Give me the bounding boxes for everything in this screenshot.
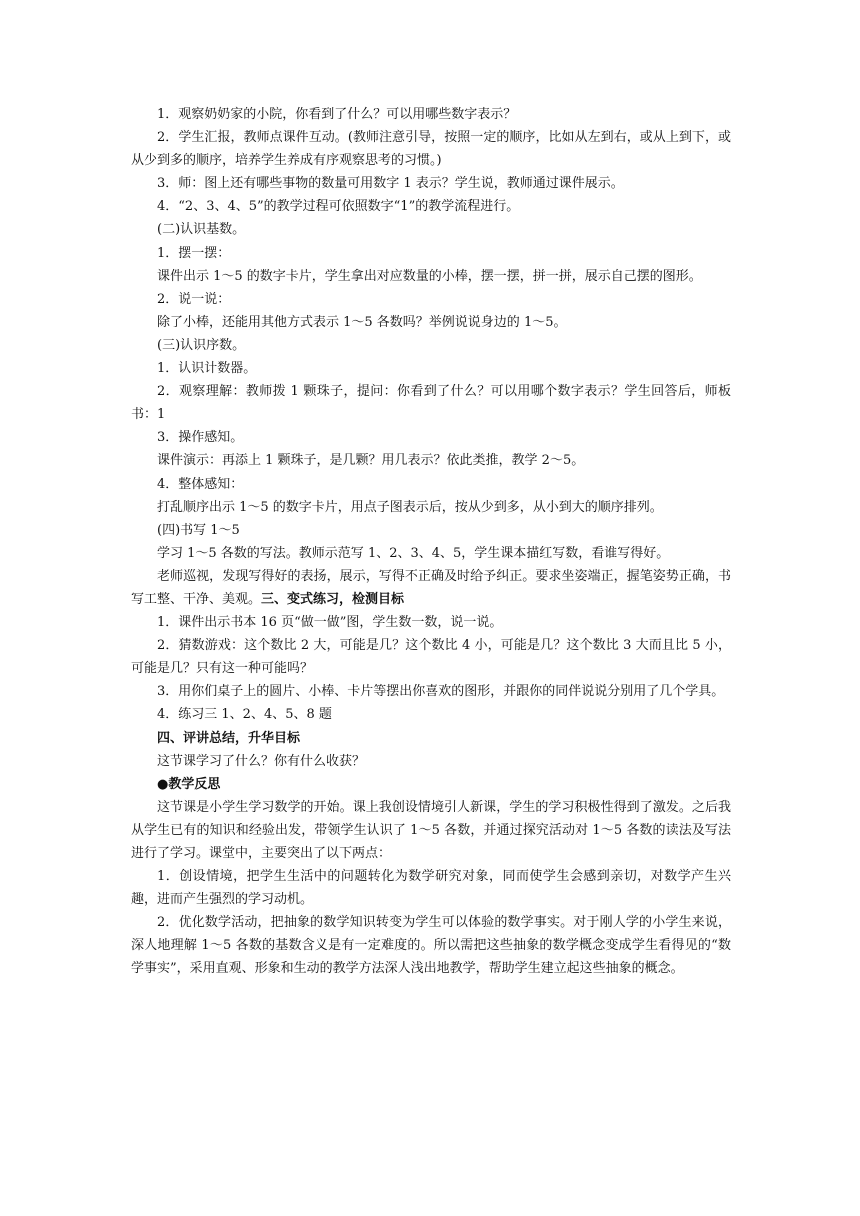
paragraph: 4．练习三 1、2、4、5、8 题 (157, 707, 332, 723)
paragraph: 学习 1～5 各数的写法。教师示范写 1、2、3、4、5，学生课本描红写数，看谁写得好。 (157, 545, 670, 561)
paragraph: 3．操作感知。 (157, 430, 244, 446)
section-heading: (三)认识序数。 (157, 337, 246, 353)
paragraph: 课件出示 1～5 的数字卡片，学生拿出对应数量的小棒，摆一摆，拼一拼，展示自己摆的图形。 (157, 268, 702, 284)
paragraph: 3．用你们桌子上的圆片、小棒、卡片等摆出你喜欢的图形，并跟你的同伴说说分别用了几个学具。 (157, 684, 725, 700)
paragraph: 1．观察奶奶家的小院，你看到了什么？可以用哪些数字表示？ (157, 107, 517, 122)
section-heading-3: 三、变式练习，检测目标 (261, 591, 405, 607)
paragraph: 3．师：图上还有哪些事物的数量可用数字 1 表示？学生说，教师通过课件展示。 (157, 176, 624, 192)
paragraph: 2．说一说： (157, 291, 231, 307)
document-page (131, 103, 731, 981)
paragraph: 1．课件出示书本 16 页“做一做”图，学生数一数，说一说。 (157, 615, 503, 631)
section-heading: (二)认识基数。 (157, 222, 246, 238)
paragraph-with-heading (131, 565, 731, 611)
paragraph: 除了小棒，还能用其他方式表示 1～5 各数吗？举例说说身边的 1～5。 (157, 314, 567, 330)
section-heading-4: 四、评讲总结，升华目标 (157, 730, 301, 746)
paragraph: 4．“2、3、4、5”的教学过程可依照数字“1”的教学流程进行。 (157, 199, 520, 215)
paragraph: 1．认识计数器。 (157, 361, 257, 377)
section-heading: (四)书写 1～5 (157, 522, 240, 538)
paragraph: 打乱顺序出示 1～5 的数字卡片，用点子图表示后，按从少到多，从小到大的顺序排列。 (157, 499, 663, 515)
paragraph: 课件演示：再添上 1 颗珠子，是几颗？用几表示？依此类推，教学 2～5。 (157, 453, 585, 469)
paragraph: 4．整体感知： (157, 476, 244, 492)
paragraph: 2．观察理解：教师拨 1 颗珠子，提问：你看到了什么？可以用哪个数字表示？学生回答后，师板书：1 (131, 384, 731, 423)
paragraph: 2．猜数游戏：这个数比 2 大，可能是几？这个数比 4 小，可能是几？这个数比 3 大而且比 5 小，可能是几？只有这一种可能吗？ (131, 638, 731, 677)
reflection-paragraph: 2．优化数学活动，把抽象的数学知识转变为学生可以体验的数学事实。对于刚人学的小学生来说，深人地理解 1～5 各数的基数含义是有一定难度的。所以需把这些抽象的数学概念变成学生看得见的“数学事实”，采用直观、形象和生动的教学方法深人浅出地教学，帮助学生建立起这些抽象的概念。 (131, 915, 731, 977)
paragraph: 1．摆一摆： (157, 245, 231, 261)
reflection-heading: ●教学反思 (157, 776, 221, 792)
paragraph-text: 老师巡视，发现写得好的表扬，展示，写得不正确及时给予纠正。要求坐姿端正，握笔姿势正确，书写工整、干净、美观。 (131, 568, 731, 607)
paragraph: 这节课学习了什么？你有什么收获？ (157, 753, 366, 769)
reflection-paragraph: 这节课是小学生学习数学的开始。课上我创设情境引人新课，学生的学习积极性得到了激发。之后我从学生已有的知识和经验出发，带领学生认识了 1～5 各数，并通过探究活动对 1～5 各数的读法及写法进行了学习。课堂中，主要突出了以下两点： (131, 799, 731, 861)
paragraph: 2．学生汇报，教师点课件互动。(教师注意引导，按照一定的顺序，比如从左到右，或从上到下，或从少到多的顺序，培养学生养成有序观察思考的习惯。) (131, 130, 731, 169)
reflection-paragraph: 1．创设情境，把学生生活中的问题转化为数学研究对象，同而使学生会感到亲切，对数学产生兴趣，进而产生强烈的学习动机。 (131, 869, 731, 908)
